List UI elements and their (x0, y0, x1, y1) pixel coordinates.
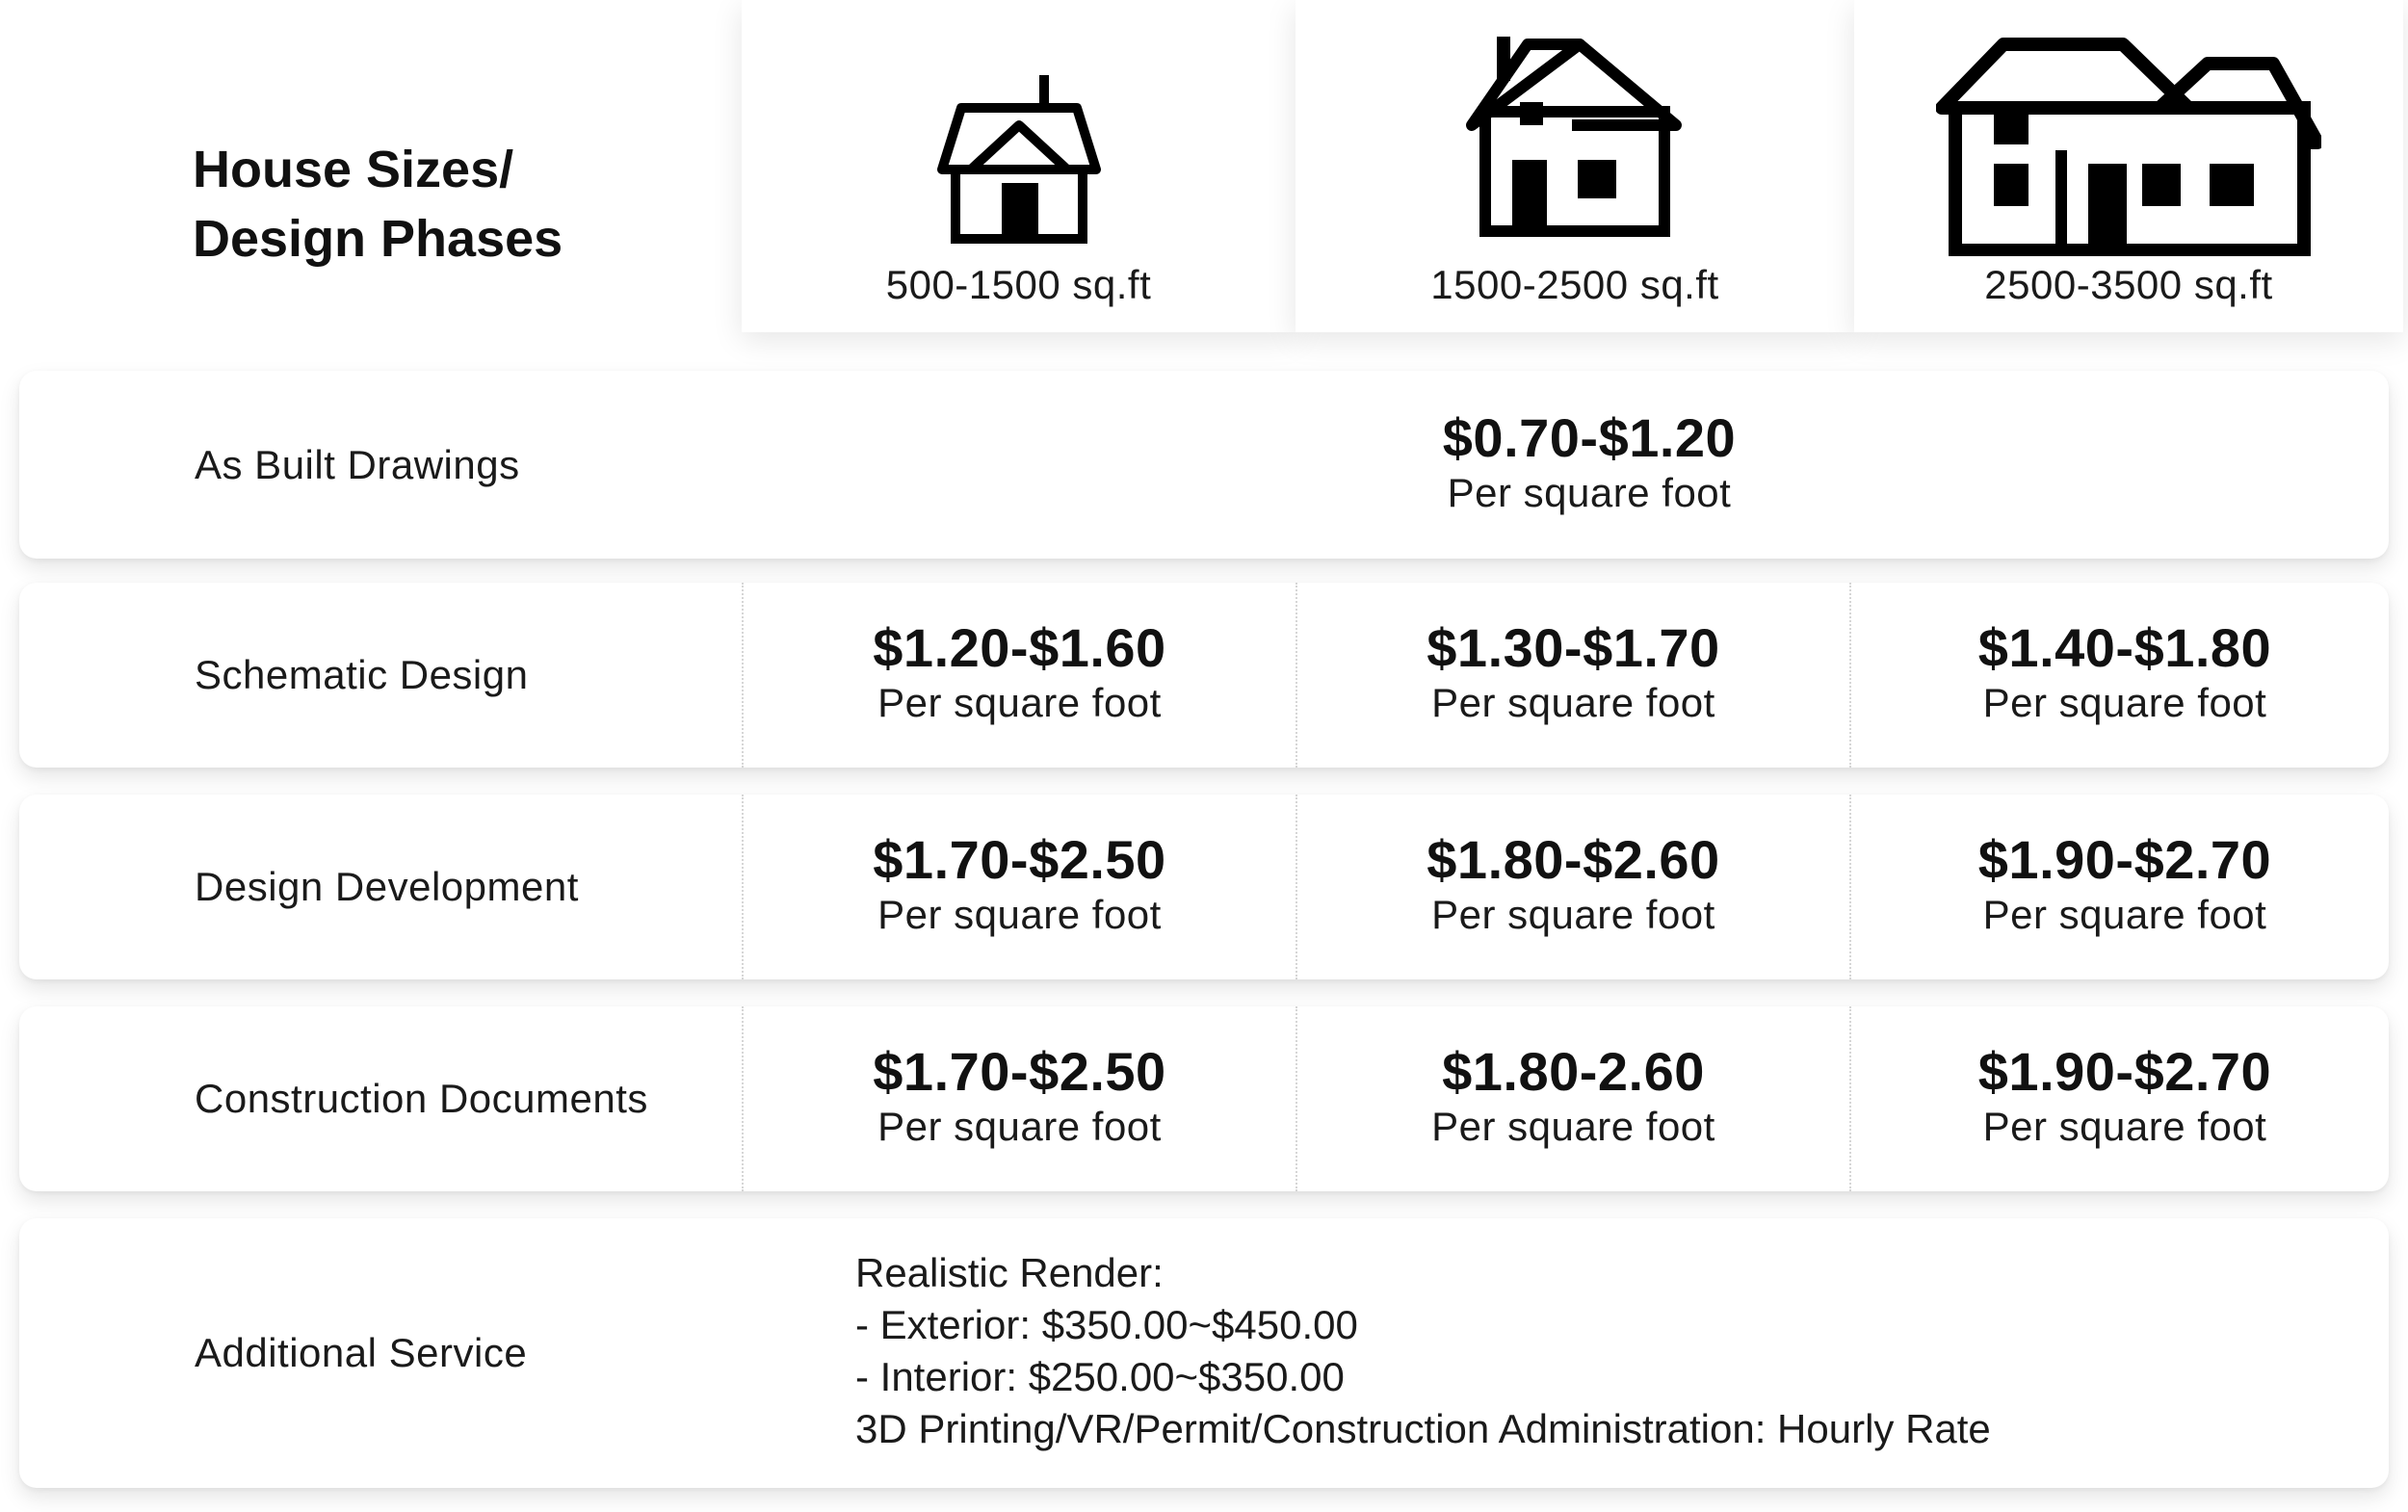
large-house-icon (1936, 35, 2321, 256)
row-label: As Built Drawings (195, 441, 520, 487)
table-row-construction-documents (19, 1006, 2389, 1191)
small-house-icon (932, 75, 1106, 248)
table-header (0, 0, 2408, 337)
unit-label: Per square foot (877, 1104, 1162, 1150)
unit-label: Per square foot (1431, 680, 1715, 726)
header-col-large (1854, 0, 2403, 332)
additional-service-details (855, 1247, 1991, 1455)
price-range: $1.70-$2.50 (873, 829, 1166, 891)
size-label-medium: 1500-2500 sq.ft (1430, 262, 1719, 307)
price-cell-medium (1297, 795, 1849, 979)
price-range: $1.80-$2.60 (1426, 829, 1720, 891)
unit-label: Per square foot (1447, 469, 1732, 515)
table-row-schematic (19, 583, 2389, 768)
price-cell-medium (1297, 1006, 1849, 1191)
header-col-medium (1296, 0, 1854, 332)
header-col-small (742, 0, 1296, 332)
row-label: Schematic Design (195, 652, 529, 697)
price-range: $1.80-2.60 (1442, 1041, 1705, 1103)
additional-line: - Interior: $250.00~$350.00 (855, 1354, 1345, 1399)
row-label: Design Development (195, 864, 579, 909)
unit-label: Per square foot (1982, 892, 2267, 938)
price-range: $1.70-$2.50 (873, 1041, 1166, 1103)
unit-label: Per square foot (1431, 1104, 1715, 1150)
price-range: $0.70-$1.20 (1442, 406, 1737, 468)
row-label: Construction Documents (195, 1076, 648, 1121)
price-cell-large (1851, 1006, 2398, 1191)
size-label-small: 500-1500 sq.ft (885, 262, 1152, 307)
additional-line: Realistic Render: (855, 1250, 1164, 1295)
row-label: Additional Service (195, 1330, 528, 1375)
table-row-design-development (19, 795, 2389, 979)
unit-label: Per square foot (877, 892, 1162, 938)
price-cell-medium (1297, 583, 1849, 768)
price-cell-large (1851, 795, 2398, 979)
table-row-as-built (19, 371, 2389, 559)
additional-line: 3D Printing/VR/Permit/Construction Administration: Hourly Rate (855, 1406, 1991, 1451)
size-label-large: 2500-3500 sq.ft (1984, 262, 2273, 307)
price-range: $1.40-$1.80 (1977, 617, 2272, 679)
price-range: $1.30-$1.70 (1426, 617, 1720, 679)
price-cell-large (1851, 583, 2398, 768)
title-line-2: Design Phases (193, 210, 563, 268)
unit-label: Per square foot (1982, 680, 2267, 726)
medium-house-icon (1464, 35, 1686, 241)
price-cell-all-sizes (1296, 371, 1883, 559)
table-title (193, 135, 563, 274)
price-range: $1.20-$1.60 (873, 617, 1166, 679)
price-range: $1.90-$2.70 (1977, 829, 2272, 891)
unit-label: Per square foot (877, 680, 1162, 726)
price-cell-small (744, 1006, 1296, 1191)
unit-label: Per square foot (1982, 1104, 2267, 1150)
price-range: $1.90-$2.70 (1977, 1041, 2272, 1103)
price-cell-small (744, 795, 1296, 979)
unit-label: Per square foot (1431, 892, 1715, 938)
table-row-additional-service (19, 1218, 2389, 1488)
price-cell-small (744, 583, 1296, 768)
additional-line: - Exterior: $350.00~$450.00 (855, 1302, 1358, 1347)
title-line-1: House Sizes/ (193, 141, 514, 198)
